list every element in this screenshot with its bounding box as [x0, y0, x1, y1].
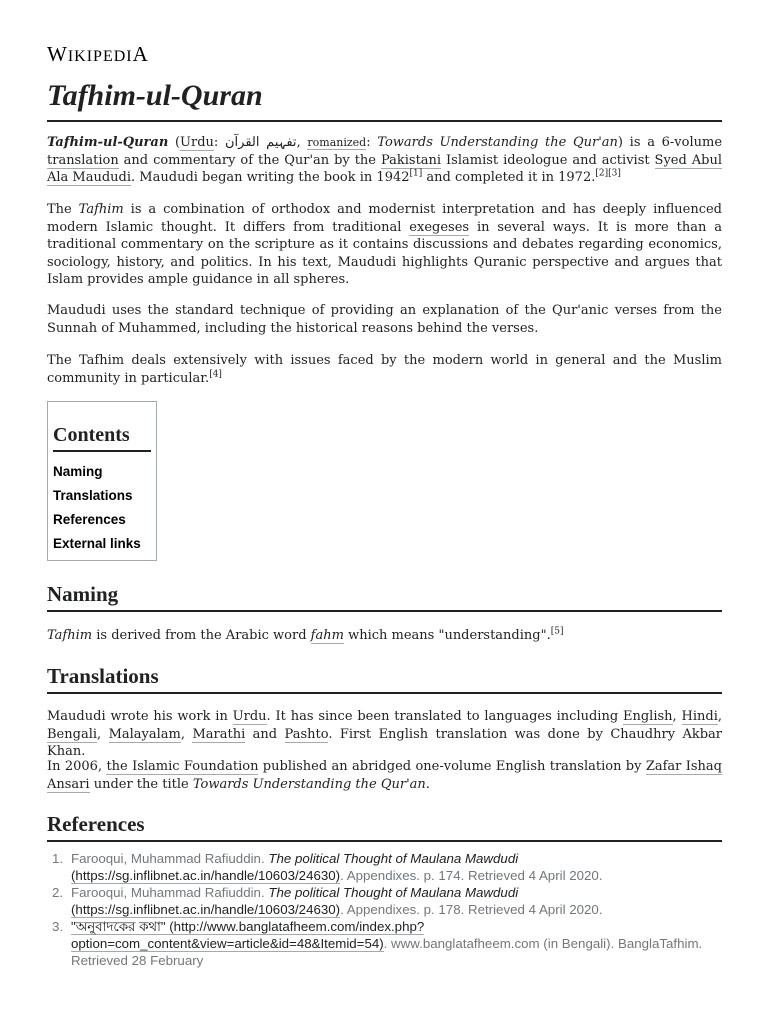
- pakistani-link[interactable]: Pakistani: [380, 152, 442, 168]
- bengali-link[interactable]: Bengali: [47, 726, 98, 742]
- romanized-link[interactable]: romanized: [307, 136, 367, 149]
- reference-item: [47, 918, 722, 969]
- reference-number: 3.: [52, 919, 64, 934]
- text: ,: [180, 726, 193, 742]
- text: ,: [717, 709, 723, 724]
- toc-item-references[interactable]: References: [53, 512, 126, 527]
- reference-author: Farooqui, Muhammad Rafiuddin.: [71, 851, 269, 866]
- urdu-link[interactable]: Urdu: [232, 709, 267, 724]
- citation-1[interactable]: [1]: [409, 168, 423, 179]
- text: Maududi wrote his work in: [47, 709, 233, 724]
- toc-title: Contents: [53, 424, 151, 452]
- toc-item-external-links[interactable]: External links: [53, 536, 141, 551]
- heading-translations: Translations: [47, 662, 722, 694]
- intro-paragraph: [47, 134, 722, 187]
- paragraph-4: [47, 352, 722, 387]
- urdu-link[interactable]: Urdu: [180, 135, 214, 150]
- citation-2[interactable]: [2]: [595, 168, 609, 179]
- exegeses-link[interactable]: exegeses: [409, 219, 470, 235]
- marathi-link[interactable]: Marathi: [192, 726, 246, 742]
- text: :: [366, 135, 378, 150]
- reference-url-link[interactable]: (https://sg.inflibnet.ac.in/handle/10603/24630): [71, 868, 341, 883]
- reference-details: . www.banglatafheem.com (in Bengali). BanglaTafhim. Retrieved 28 February: [71, 936, 703, 968]
- pashto-link[interactable]: Pashto: [284, 726, 329, 742]
- logo-letter-w: W: [47, 42, 68, 66]
- english-link[interactable]: English: [623, 709, 673, 724]
- reference-details: . Appendixes. p. 174. Retrieved 4 April 2020.: [340, 868, 603, 883]
- text: The Tafhim deals extensively with issues faced by the modern world in general and the Muslim community in particular.: [47, 353, 722, 386]
- paragraph-3: Maududi uses the standard technique of providing an explanation of the Qur'anic verses from the Sunnah of Muhammed, including the historical reasons behind the verses.: [47, 303, 722, 336]
- references-list: [47, 850, 722, 969]
- translation-link[interactable]: translation: [47, 152, 119, 168]
- heading-references: References: [47, 810, 722, 842]
- text: published an abridged one-volume English translation by: [258, 759, 646, 774]
- text: The: [47, 202, 79, 217]
- text: . First English translation was done by Chaudhry Akbar Khan.: [47, 726, 723, 759]
- reference-url-link[interactable]: (https://sg.inflibnet.ac.in/handle/10603/24630): [71, 902, 341, 917]
- text: is a combination of orthodox and modernist interpretation and has deeply influenced modern Islamic thought. It differs from traditional: [47, 202, 723, 235]
- naming-paragraph: [47, 627, 722, 645]
- reference-item: [47, 884, 722, 918]
- text: . It has since been translated to languages including: [266, 709, 623, 724]
- translations-paragraph-2: [47, 758, 722, 793]
- reference-item: [47, 850, 722, 884]
- table-of-contents: [47, 401, 157, 561]
- text: under the title: [89, 776, 193, 792]
- citation-3[interactable]: [3]: [608, 168, 621, 179]
- reference-title-link[interactable]: The political Thought of Maulana Mawdudi: [268, 851, 519, 866]
- reference-title-link[interactable]: "অনুবাদকের কথা": [71, 919, 166, 934]
- text: in several ways. It is more than a traditional commentary on the scripture as it contains discussions and debates regarding economics, sociology, history, and politics. In his text, Maududi highlights Quranic perspective and argues that Islam provides ample guidance in all spheres.: [47, 219, 722, 287]
- urdu-title: : تفہیم القرآن,: [213, 135, 308, 150]
- text: and: [245, 726, 285, 742]
- maududi-link[interactable]: Syed Abul Ala Maududi: [47, 152, 722, 185]
- reference-number: 2.: [52, 885, 64, 900]
- toc-item-naming[interactable]: Naming: [53, 464, 103, 479]
- book-title: Towards Understanding the Qur'an: [192, 776, 426, 792]
- heading-naming: Naming: [47, 580, 722, 612]
- citation-5[interactable]: [5]: [550, 626, 564, 637]
- text: (: [168, 135, 181, 150]
- reference-title-link[interactable]: The political Thought of Maulana Mawdudi: [268, 885, 519, 900]
- text: and commentary of the Qur'an by the: [118, 152, 381, 168]
- text: ) is a 6-volume: [617, 135, 723, 150]
- text: In 2006,: [47, 759, 107, 774]
- paragraph-2: [47, 201, 722, 289]
- logo-letters: IKIPEDI: [67, 48, 133, 65]
- text: and completed it in 1972.: [422, 170, 596, 185]
- toc-item-translations[interactable]: Translations: [53, 488, 133, 503]
- english-title: Towards Understanding the Qur'an: [377, 135, 618, 150]
- tafhim-italic: Tafhim: [78, 202, 124, 217]
- reference-author: Farooqui, Muhammad Rafiuddin.: [71, 885, 269, 900]
- islamic-foundation-link[interactable]: the Islamic Foundation: [106, 759, 259, 774]
- reference-url-link[interactable]: (http://www.banglatafheem.com/index.php?option=com_content&view=article&id=48&Itemid=54): [71, 919, 425, 951]
- text: . Maududi began writing the book in 1942: [131, 170, 410, 185]
- page-title: Tafhim-ul-Quran: [47, 76, 722, 122]
- fahm-link[interactable]: fahm: [310, 628, 344, 643]
- reference-number: 1.: [52, 851, 64, 866]
- tafhim-italic: Tafhim: [47, 628, 93, 643]
- ansari-link[interactable]: Zafar Ishaq Ansari: [47, 759, 722, 792]
- citation-4[interactable]: [4]: [209, 369, 222, 380]
- reference-details: . Appendixes. p. 178. Retrieved 4 April 2020.: [340, 902, 603, 917]
- text: is derived from the Arabic word: [92, 628, 311, 643]
- translations-paragraph-1: [47, 708, 722, 761]
- hindi-link[interactable]: Hindi: [681, 709, 718, 724]
- text: .: [425, 776, 430, 792]
- text: ,: [97, 726, 109, 742]
- wikipedia-logo[interactable]: [47, 42, 149, 67]
- intro-bold-title: Tafhim-ul-Quran: [47, 135, 169, 150]
- text: ,: [672, 709, 682, 724]
- logo-letter-a: A: [132, 42, 149, 66]
- text: Islamist ideologue and activist: [441, 152, 655, 168]
- malayalam-link[interactable]: Malayalam: [108, 726, 181, 742]
- text: which means "understanding".: [343, 628, 551, 643]
